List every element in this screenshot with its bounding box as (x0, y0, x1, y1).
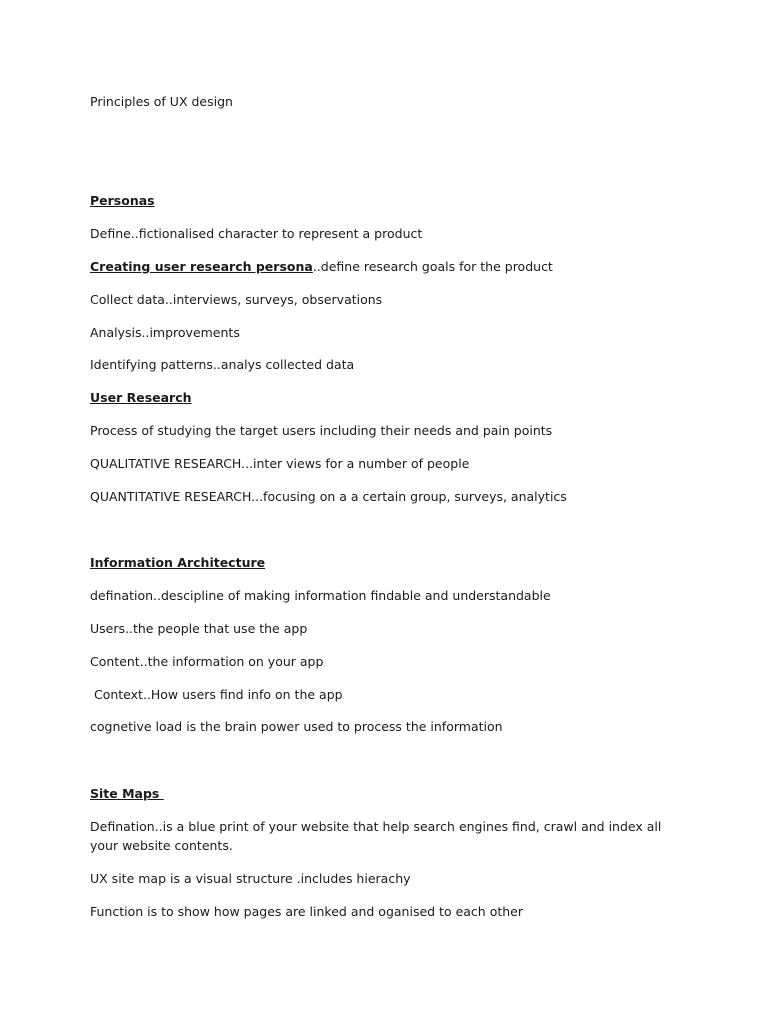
ia-users: Users..the people that use the app (90, 621, 308, 636)
creating-persona-rest: ..define research goals for the product (312, 259, 553, 274)
personas-creating (90, 257, 690, 276)
site-maps-heading: Site Maps (90, 786, 164, 801)
personas-define: Define..fictionalised character to represent a product (90, 226, 423, 241)
user-research-heading: User Research (90, 390, 192, 405)
document-title: Principles of UX design (90, 94, 233, 109)
user-research-process: Process of studying the target users including their needs and pain points (90, 423, 553, 438)
creating-persona-bold: Creating user research persona (90, 259, 313, 274)
ia-definition: defination..descipline of making information findable and understandable (90, 588, 551, 603)
site-maps-ux: UX site map is a visual structure .includes hierachy (90, 871, 411, 886)
site-maps-function: Function is to show how pages are linked and oganised to each other (90, 904, 524, 919)
personas-collect: Collect data..interviews, surveys, observations (90, 292, 383, 307)
ia-context: Context..How users find info on the app (90, 687, 343, 702)
user-research-quantitative: QUANTITATIVE RESEARCH...focusing on a a certain group, surveys, analytics (90, 489, 567, 504)
ia-cognitive: cognetive load is the brain power used to process the information (90, 719, 503, 734)
ia-content: Content..the information on your app (90, 654, 324, 669)
personas-patterns: Identifying patterns..analys collected data (90, 357, 355, 372)
site-maps-definition: Defination..is a blue print of your website that help search engines find, crawl and index all your website contents. (90, 819, 662, 853)
personas-heading: Personas (90, 193, 155, 208)
information-architecture-heading: Information Architecture (90, 555, 266, 570)
user-research-qualitative: QUALITATIVE RESEARCH...inter views for a number of people (90, 456, 470, 471)
personas-analysis: Analysis..improvements (90, 325, 240, 340)
